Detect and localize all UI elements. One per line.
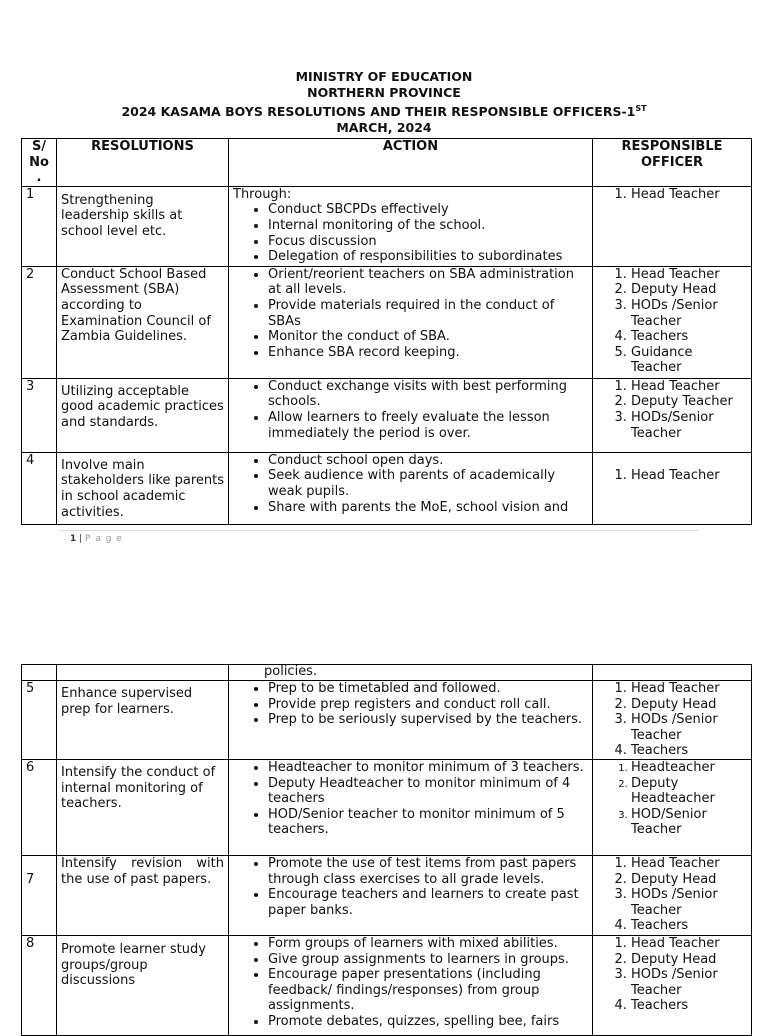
officer-cell — [593, 378, 752, 452]
officer-list — [597, 267, 747, 376]
list-item: 1. Headteacher — [631, 760, 747, 776]
action-list — [233, 453, 588, 515]
list-item: • Prep to be seriously supervised by the teachers. — [268, 712, 588, 728]
officer-list — [597, 379, 747, 441]
row-number: 2 — [22, 266, 57, 378]
col-resolutions-header: RESOLUTIONS — [57, 139, 229, 187]
list-item: 2. Deputy Head — [631, 282, 747, 298]
resolutions-table-page1 — [21, 138, 752, 525]
col-action-header: ACTION — [229, 139, 593, 187]
list-item: • Conduct SBCPDs effectively — [268, 202, 588, 218]
action-list — [233, 760, 588, 838]
list-item: • Conduct exchange visits with best performing schools. — [268, 379, 588, 410]
list-item: 1. Head Teacher — [631, 468, 747, 484]
resolution-cell: Conduct School Based Assessment (SBA) according to Examination Council of Zambia Guidelines. — [57, 266, 229, 378]
list-item: • Encourage paper presentations (including feedback/ findings/responses) from group assignments. — [268, 967, 588, 1014]
page-label: P a g e — [85, 534, 123, 544]
list-item: • Prep to be timetabled and followed. — [268, 681, 588, 697]
list-item: 3. HODs /Senior Teacher — [631, 712, 747, 743]
list-item: • Encourage teachers and learners to create past paper banks. — [268, 887, 588, 918]
row-number: 6 — [22, 759, 57, 855]
list-item: • Form groups of learners with mixed abilities. — [268, 936, 588, 952]
row-number: 8 — [22, 935, 57, 1035]
col-officer-header: RESPONSIBLE OFFICER — [593, 139, 752, 187]
row-number: 7 — [22, 855, 57, 935]
table-row — [22, 452, 752, 524]
action-cell — [229, 759, 593, 855]
resolution-cell: Intensify revision with the use of past papers. — [57, 855, 229, 935]
resolution-cell: Promote learner study groups/group discussions — [57, 935, 229, 1035]
table-row — [22, 681, 752, 760]
resolution-cell: Intensify the conduct of internal monitoring of teachers. — [57, 759, 229, 855]
table-row — [22, 266, 752, 378]
resolutions-title: 2024 KASAMA BOYS RESOLUTIONS AND THEIR RESPONSIBLE OFFICERS-1ST — [121, 104, 647, 120]
action-cell — [229, 266, 593, 378]
continued-action-text: policies. — [264, 664, 318, 679]
page-footer: 1 | P a g e — [70, 534, 123, 544]
list-item: 1. Head Teacher — [631, 379, 747, 395]
resolutions-table-page2 — [21, 664, 752, 1036]
table-row — [22, 855, 752, 935]
list-item: • Orient/reorient teachers on SBA administration at all levels. — [268, 267, 588, 298]
list-item: 4. Teachers — [631, 918, 747, 934]
list-item: 2. Deputy Head — [631, 952, 747, 968]
table-header-row — [22, 139, 752, 187]
list-item: • Internal monitoring of the school. — [268, 218, 588, 234]
action-list — [233, 379, 588, 441]
resolution-cell: Utilizing acceptable good academic practices and standards. — [57, 378, 229, 452]
action-list — [233, 202, 588, 264]
officer-list — [597, 187, 747, 203]
action-list — [233, 936, 588, 1030]
list-item: • Delegation of responsibilities to subordinates — [268, 249, 588, 265]
list-item: 1. Head Teacher — [631, 187, 747, 203]
action-cell — [229, 452, 593, 524]
resolution-cell: Strengthening leadership skills at school level etc. — [57, 186, 229, 266]
list-item: 2. Deputy Teacher — [631, 394, 747, 410]
list-item: 3. HODs /Senior Teacher — [631, 887, 747, 918]
officer-cell — [593, 935, 752, 1035]
table-row — [22, 935, 752, 1035]
list-item: • Headteacher to monitor minimum of 3 teachers. — [268, 760, 588, 776]
action-cell — [229, 855, 593, 935]
list-item: • Enhance SBA record keeping. — [268, 345, 588, 361]
action-list — [233, 856, 588, 918]
list-item: 3. HODs /Senior Teacher — [631, 967, 747, 998]
action-list — [233, 681, 588, 728]
list-item: • Provide materials required in the conduct of SBAs — [268, 298, 588, 329]
officer-list — [597, 453, 747, 484]
list-item: 4. Teachers — [631, 329, 747, 345]
ministry-title: MINISTRY OF EDUCATION — [295, 69, 473, 84]
list-item: • Monitor the conduct of SBA. — [268, 329, 588, 345]
row-number: 5 — [22, 681, 57, 760]
officer-list — [597, 681, 747, 759]
list-item: • Promote debates, quizzes, spelling bee, fairs — [268, 1014, 588, 1030]
page-number: 1 — [70, 534, 77, 544]
row-number: 1 — [22, 186, 57, 266]
list-item: 2. Deputy Head — [631, 872, 747, 888]
list-item: 2. Deputy Head — [631, 697, 747, 713]
list-item: • Seek audience with parents of academically weak pupils. — [268, 468, 588, 499]
resolution-cell: Involve main stakeholders like parents in school academic activities. — [57, 452, 229, 524]
officer-cell — [593, 266, 752, 378]
list-item: 3. HOD/Senior Teacher — [631, 807, 747, 838]
row-number: 4 — [22, 452, 57, 524]
list-item: 1. Head Teacher — [631, 681, 747, 697]
list-item: • HOD/Senior teacher to monitor minimum of 5 teachers. — [268, 807, 588, 838]
officer-cell — [593, 855, 752, 935]
officer-cell — [593, 452, 752, 524]
action-cell — [229, 186, 593, 266]
list-item: 2. Deputy Headteacher — [631, 776, 747, 807]
list-item: • Promote the use of test items from past papers through class exercises to all grade levels. — [268, 856, 588, 887]
list-item: • Conduct school open days. — [268, 453, 588, 469]
action-cell — [229, 681, 593, 760]
officer-list — [597, 856, 747, 934]
table-row — [22, 186, 752, 266]
list-item: • Deputy Headteacher to monitor minimum of 4 teachers — [268, 776, 588, 807]
officer-list — [597, 760, 747, 838]
list-item: • Give group assignments to learners in groups. — [268, 952, 588, 968]
col-sno-header: S/ No . — [22, 139, 57, 187]
list-item: 4. Teachers — [631, 998, 747, 1014]
officer-cell — [593, 681, 752, 760]
list-item: 3. HODs/Senior Teacher — [631, 410, 747, 441]
list-item: 4. Teachers — [631, 743, 747, 759]
list-item: 3. HODs /Senior Teacher — [631, 298, 747, 329]
list-item: 5. Guidance Teacher — [631, 345, 747, 376]
row-number: 3 — [22, 378, 57, 452]
action-list — [233, 267, 588, 361]
action-cell — [229, 378, 593, 452]
action-cell — [229, 935, 593, 1035]
resolution-cell: Enhance supervised prep for learners. — [57, 681, 229, 760]
officer-list — [597, 936, 747, 1014]
action-cell — [229, 665, 593, 681]
list-item: 1. Head Teacher — [631, 856, 747, 872]
list-item: 1. Head Teacher — [631, 936, 747, 952]
officer-cell — [593, 759, 752, 855]
list-item: • Allow learners to freely evaluate the lesson immediately the period is over. — [268, 410, 588, 441]
document-header — [0, 69, 768, 136]
table-row — [22, 759, 752, 855]
footer-divider — [60, 530, 698, 531]
list-item: • Share with parents the MoE, school vision and — [268, 500, 588, 516]
officer-cell — [593, 186, 752, 266]
list-item: 1. Head Teacher — [631, 267, 747, 283]
table-row — [22, 378, 752, 452]
province-title: NORTHERN PROVINCE — [307, 85, 461, 100]
list-item: • Provide prep registers and conduct roll call. — [268, 697, 588, 713]
table-row — [22, 665, 752, 681]
date-title: MARCH, 2024 — [336, 120, 432, 136]
action-intro: Through: — [233, 186, 292, 202]
list-item: • Focus discussion — [268, 234, 588, 250]
